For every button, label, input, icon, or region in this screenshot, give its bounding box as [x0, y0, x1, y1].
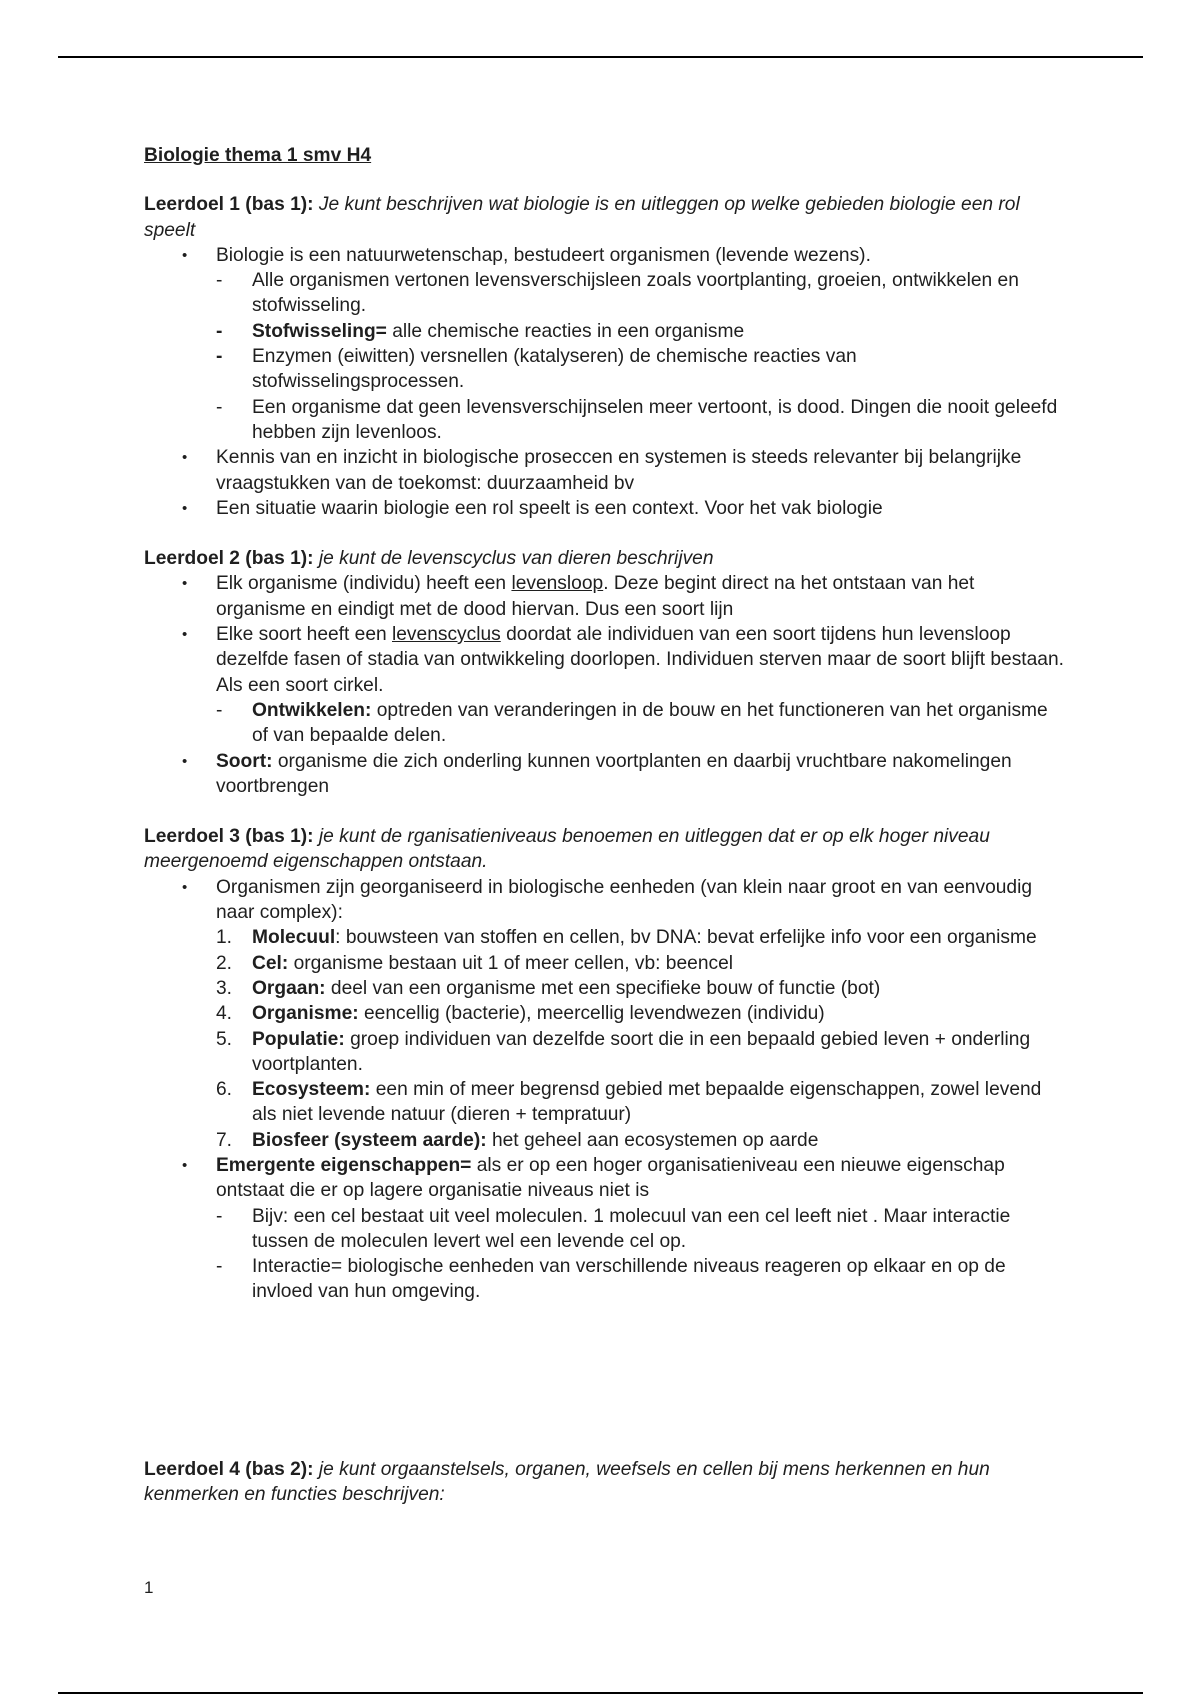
- list-item: 1. Molecuul: bouwsteen van stoffen en cellen, bv DNA: bevat erfelijke info voor een organisme: [216, 927, 1037, 949]
- page-number: 1: [144, 1578, 154, 1597]
- list-item: - Een organisme dat geen levensverschijnselen meer vertoont, is dood. Dingen die nooit geleefd hebben zijn levenloos.: [216, 396, 1058, 443]
- list-item: • Elke soort heeft een levenscyclus doordat ale individuen van een soort tijdens hun levensloop dezelfde fasen of stadia van ontwikkeling doorlopen. Individuen sterven maar de soort blijft bestaan. Als een soort cirkel. - Ontwikkelen: optreden van veranderingen in de bouw en het functioneren van het organisme of van bepaalde delen.: [144, 622, 1064, 748]
- list-item: 6. Ecosysteem: een min of meer begrensd gebied met bepaalde eigenschappen, zowel levend als niet levende natuur (dieren + tempratuur): [216, 1079, 1042, 1126]
- list-item: 5. Populatie: groep individuen van dezelfde soort die in een bepaald gebied leven + onderling voortplanten.: [216, 1028, 1031, 1075]
- list-item: 4. Organisme: eencellig (bacterie), meercellig levendwezen (individu): [216, 1003, 825, 1025]
- list-item: • Soort: organisme die zich onderling kunnen voortplanten en daarbij vruchtbare nakomelingen voortbrengen: [182, 750, 1012, 797]
- list-item: - Ontwikkelen: optreden van veranderingen in de bouw en het functioneren van het organisme of van bepaalde delen.: [216, 699, 1048, 747]
- sub-list: [216, 268, 1064, 445]
- list-item: - Alle organismen vertonen levensverschijsleen zoals voortplanting, groeien, ontwikkelen en stofwisseling.: [216, 270, 1019, 317]
- sub-list: [216, 1204, 1064, 1305]
- list-item: • Emergente eigenschappen= als er op een hoger organisatieniveau een nieuwe eigenschap ontstaat die er op lagere organisatie niveaus niet is - Bijv: een cel bestaat uit veel moleculen. 1 molecuul van een cel leeft niet . Maar interactie tussen de moleculen levert wel een levende cel op. - Interactie= biologische eenheden van verschillende niveaus reageren op elkaar en op de invloed van hun omgeving.: [144, 1153, 1064, 1305]
- list-item: - Stofwisseling= alle chemische reacties in een organisme: [216, 320, 745, 342]
- list-item: • Biologie is een natuurwetenschap, bestudeert organismen (levende wezens). - Alle organismen vertonen levensverschijsleen zoals voortplanting, groeien, ontwikkelen en stofwisseling. - Stofwisseling= alle chemische reacties in een organisme - Enzymen (eiwitten) versnellen (katalyseren) de chemische reacties van stofwisselingsprocessen. - Een organisme dat geen levensverschijnselen meer vertoont, is dood. Dingen die nooit geleefd hebben zijn levenloos.: [144, 243, 1064, 445]
- list-item: - Interactie= biologische eenheden van verschillende niveaus reageren op elkaar en op de invloed van hun omgeving.: [216, 1256, 1006, 1303]
- leerdoel-3-heading: Leerdoel 3 (bas 1): je kunt de rganisatieniveaus benoemen en uitleggen dat er op elk hoger niveau meergenoemd eigenschappen ontstaan.: [144, 826, 990, 873]
- list-item: 7. Biosfeer (systeem aarde): het geheel aan ecosystemen op aarde: [216, 1129, 819, 1151]
- leerdoel-1-heading: Leerdoel 1 (bas 1): Je kunt beschrijven wat biologie is en uitleggen op welke gebieden biologie een rol speelt: [144, 194, 1020, 241]
- leerdoel-3-list: [144, 875, 1064, 1305]
- list-item: - Bijv: een cel bestaat uit veel moleculen. 1 molecuul van een cel leeft niet . Maar interactie tussen de moleculen levert wel een levende cel op.: [216, 1205, 1011, 1252]
- list-item: 3. Orgaan: deel van een organisme met een specifieke bouw of functie (bot): [216, 977, 881, 999]
- list-item: • Kennis van en inzicht in biologische proseccen en systemen is steeds relevanter bij belangrijke vraagstukken van de toekomst: duurzaamheid bv: [182, 447, 1022, 494]
- leerdoel-2-list: [144, 571, 1064, 799]
- organisation-levels-list: [216, 925, 1064, 1153]
- document-body: [144, 143, 1064, 1507]
- list-item: 2. Cel: organisme bestaan uit 1 of meer cellen, vb: beencel: [216, 952, 734, 974]
- bottom-rule: [58, 1692, 1143, 1694]
- top-rule: [58, 56, 1143, 58]
- sub-list: [216, 698, 1064, 749]
- leerdoel-1-list: [144, 243, 1064, 521]
- document-title: Biologie thema 1 smv H4: [144, 145, 372, 166]
- leerdoel-4-heading: Leerdoel 4 (bas 2): je kunt orgaanstelsels, organen, weefsels en cellen bij mens herkennen en hun kenmerken en functies beschrijven:: [144, 1458, 990, 1506]
- leerdoel-2-heading: Leerdoel 2 (bas 1): je kunt de levenscyclus van dieren beschrijven: [144, 548, 714, 570]
- list-item: - Enzymen (eiwitten) versnellen (katalyseren) de chemische reacties van stofwisselingsprocessen.: [216, 346, 857, 393]
- list-item: • Organismen zijn georganiseerd in biologische eenheden (van klein naar groot en van eenvoudig naar complex): 1. Molecuul: bouwsteen van stoffen en cellen, bv DNA: bevat erfelijke info voor een organisme 2. Cel: organisme bestaan uit 1 of meer cellen, vb: beencel 3. Orgaan: deel van een organisme met een specifieke bouw of functie (bot) 4. Organisme: eencellig (bacterie), meercellig levendwezen (individu) 5. Populatie: groep individuen van dezelfde soort die in een bepaald gebied leven + onderling voortplanten. 6. Ecosysteem: een min of meer begrensd gebied met bepaalde eigenschappen, zowel levend als niet levende natuur (dieren + tempratuur) 7. Biosfeer (systeem aarde): het geheel aan ecosystemen op aarde: [144, 875, 1064, 1153]
- list-item: • Elk organisme (individu) heeft een levensloop. Deze begint direct na het ontstaan van het organisme en eindigt met de dood hiervan. Dus een soort lijn: [182, 573, 975, 620]
- list-item: • Een situatie waarin biologie een rol speelt is een context. Voor het vak biologie: [182, 497, 883, 519]
